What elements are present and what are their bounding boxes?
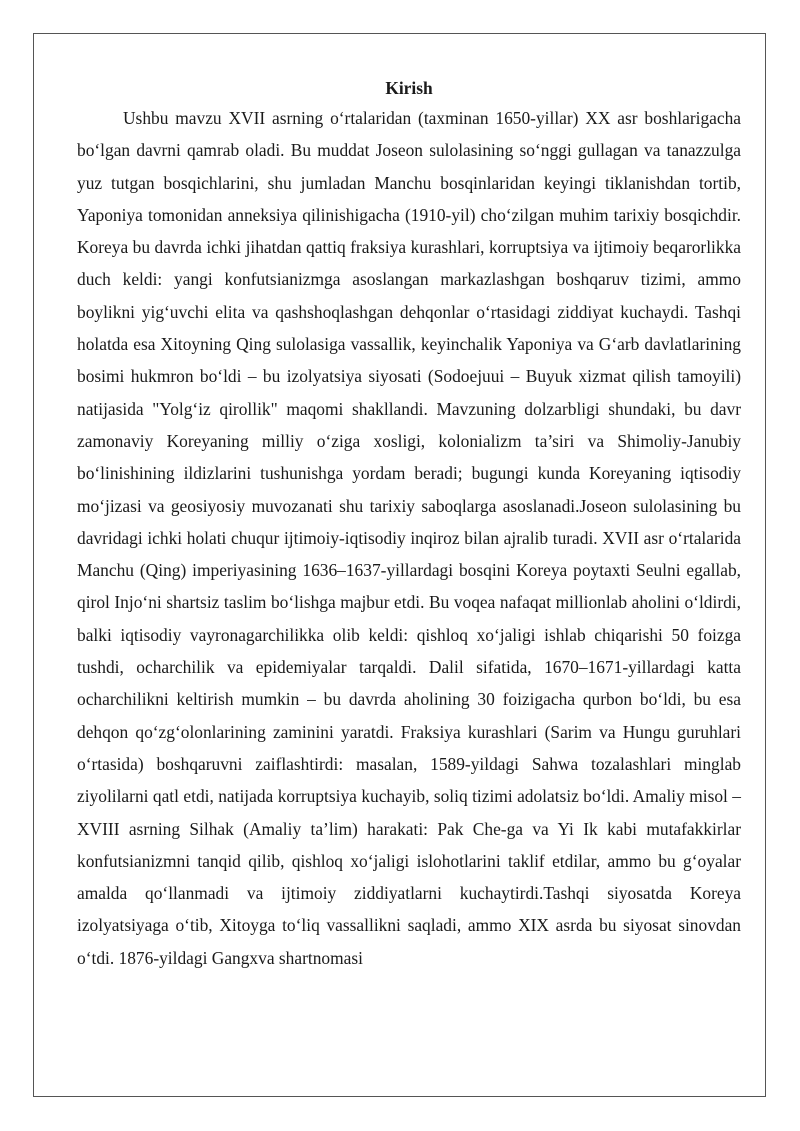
body-paragraph: Ushbu mavzu XVII asrning o‘rtalaridan (taxminan 1650-yillar) XX asr boshlarigacha bo‘lgan davrni qamrab oladi. Bu muddat Joseon sulolasining so‘nggi gullagan va tanazzulga yuz tutgan bosqichlarini, shu jumladan Manchu bosqinlaridan keyingi tiklanishdan tortib, Yaponiya tomonidan anneksiya qilinishigacha (1910-yil) cho‘zilgan muhim tarixiy bosqichdir. Koreya bu davrda ichki jihatdan qattiq fraksiya kurashlari, korruptsiya va ijtimoiy beqarorlikka duch keldi: yangi konfutsianizmga asoslangan markazlashgan boshqaruv tizimi, ammo boylikni yig‘uvchi elita va qashshoqlashgan dehqonlar o‘rtasidagi ziddiyat kuchaydi. Tashqi holatda esa Xitoyning Qing sulolasiga vassallik, keyinchalik Yaponiya va G‘arb davlatlarining bosimi hukmron bo‘ldi – bu izolyatsiya siyosati (Sodoejuui – Buyuk xizmat qilish tamoyili) natijasida "Yolg‘iz qirollik" maqomi shakllandi. Mavzuning dolzarbligi shundaki, bu davr zamonaviy Koreyaning milliy o‘ziga xosligi, kolonializm ta’siri va Shimoliy-Janubiy bo‘linishining ildizlarini tushunishga yordam beradi; bugungi kunda Koreyaning iqtisodiy mo‘jizasi va geosiyosiy muvozanati shu tarixiy saboqlarga asoslanadi.Joseon sulolasining bu davridagi ichki holati chuqur ijtimoiy-iqtisodiy inqiroz bilan ajralib turadi. XVII asr o‘rtalarida Manchu (Qing) imperiyasining 1636–1637-yillardagi bosqini Koreya poytaxti Seulni egallab, qirol Injo‘ni shartsiz taslim bo‘lishga majbur etdi. Bu voqea nafaqat millionlab aholini o‘ldirdi, balki iqtisodiy vayronagarchilikka olib keldi: qishloq xo‘jaligi ishlab chiqarishi 50 foizga tushdi, ocharchilik va epidemiyalar tarqaldi. Dalil sifatida, 1670–1671-yillardagi katta ocharchilikni keltirish mumkin – bu davrda aholining 30 foizigacha qurbon bo‘ldi, bu esa dehqon qo‘zg‘olonlarining zaminini yaratdi. Fraksiya kurashlari (Sarim va Hungu guruhlari o‘rtasida) boshqaruvni zaiflashtirdi: masalan, 1589-yildagi Sahwa tozalashlari minglab ziyolilarni qatl etdi, natijada korruptsiya kuchayib, soliq tizimi adolatsiz bo‘ldi. Amaliy misol – XVIII asrning Silhak (Amaliy ta’lim) harakati: Pak Che-ga va Yi Ik kabi mutafakkirlar konfutsianizmni tanqid qilib, qishloq xo‘jaligi islohotlarini taklif etdilar, ammo bu g‘oyalar amalda qo‘llanmadi va ijtimoiy ziddiyatlarni kuchaytirdi.Tashqi siyosatda Koreya izolyatsiyaga o‘tib, Xitoyga to‘liq vassallikni saqladi, ammo XIX asrda bu siyosat sinovdan o‘tdi. 1876-yildagi Gangxva shartnomasi (77, 108, 741, 968)
section-title: Kirish (385, 78, 433, 98)
document-body (77, 74, 741, 974)
